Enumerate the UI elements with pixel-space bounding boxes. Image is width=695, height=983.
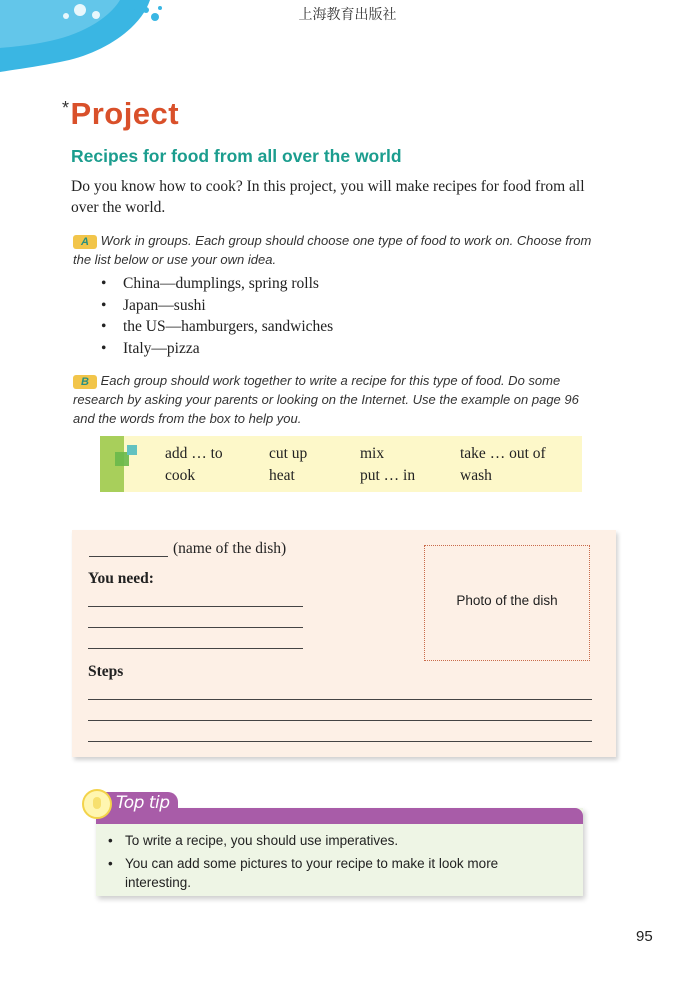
section-a-instruction-text: Work in groups. Each group should choose one type of food to work on. Choose from the list below or use your own idea. — [73, 233, 592, 267]
food-list — [101, 273, 333, 359]
list-item: • China—dumplings, spring rolls — [101, 273, 333, 295]
section-b — [73, 371, 593, 428]
page-number: 95 — [636, 928, 653, 945]
word-item: mix — [360, 445, 385, 462]
word-item: wash — [460, 467, 492, 484]
dish-name-hint: (name of the dish) — [173, 540, 287, 557]
ingredient-line[interactable] — [88, 606, 303, 607]
ingredient-line[interactable] — [88, 648, 303, 649]
section-b-instruction-text: Each group should work together to write a recipe for this type of food. Do some research by asking your parents or looking on the Internet. Use the example on page 96 and the words from the box to help you. — [73, 373, 579, 426]
optional-star: * — [62, 98, 70, 118]
section-a-instruction — [73, 231, 593, 269]
section-b-instruction — [73, 371, 593, 428]
word-item: cook — [165, 467, 196, 484]
dish-name-blank[interactable] — [89, 556, 168, 557]
step-line[interactable] — [88, 699, 592, 700]
section-a — [73, 231, 593, 269]
section-b-badge: B — [73, 375, 97, 389]
top-tip-box — [96, 793, 583, 896]
top-tip-list — [108, 831, 528, 896]
step-line[interactable] — [88, 720, 592, 721]
intro-paragraph: Do you know how to cook? In this project, you will make recipes for food from all over the world. — [71, 178, 585, 216]
project-title — [62, 96, 179, 132]
photo-placeholder[interactable] — [424, 545, 590, 661]
word-item: put … in — [360, 467, 416, 484]
word-item: add … to — [165, 445, 223, 462]
ingredient-line[interactable] — [88, 627, 303, 628]
list-item: • the US—hamburgers, sandwiches — [101, 316, 333, 338]
you-need-label: You need: — [88, 570, 154, 587]
list-item: • Japan—sushi — [101, 295, 333, 317]
list-item: • To write a recipe, you should use imperatives. — [108, 831, 528, 850]
recipe-card — [72, 530, 616, 757]
project-subtitle: Recipes for food from all over the world — [71, 146, 402, 166]
lightbulb-icon — [82, 789, 112, 819]
publisher-header: 上海教育出版社 — [298, 8, 397, 23]
word-box — [100, 436, 582, 492]
steps-label: Steps — [88, 663, 124, 680]
photo-placeholder-label: Photo of the dish — [456, 593, 558, 608]
section-a-badge: A — [73, 235, 97, 249]
step-line[interactable] — [88, 741, 592, 742]
word-item: take … out of — [460, 445, 546, 462]
word-box-square-decoration — [127, 445, 137, 455]
word-item: heat — [269, 467, 295, 484]
word-item: cut up — [269, 445, 308, 462]
project-title-text: Project — [70, 96, 180, 131]
list-item: • You can add some pictures to your recipe to make it look more interesting. — [108, 854, 528, 892]
list-item: • Italy—pizza — [101, 338, 333, 360]
top-tip-title: Top tip — [116, 793, 170, 813]
